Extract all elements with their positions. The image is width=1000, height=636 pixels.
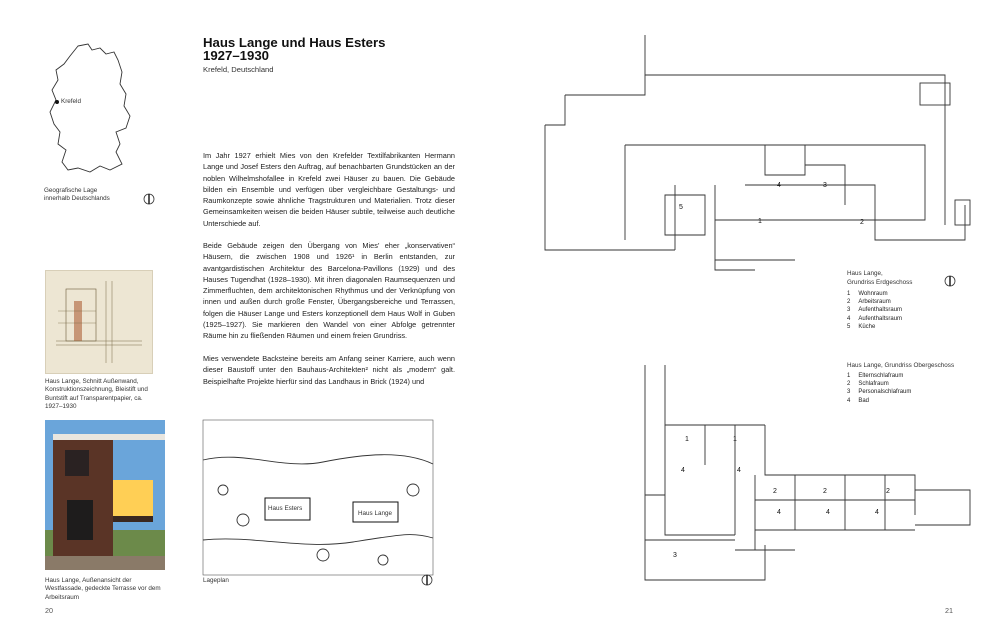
legend-item: 4 Bad	[847, 397, 870, 404]
page-number-left: 20	[45, 606, 53, 615]
map-caption-1: Geografische Lage	[44, 187, 98, 194]
site-label-esters: Haus Esters	[268, 505, 303, 512]
upper-room-2b: 2	[823, 488, 827, 495]
site-label-lange: Haus Lange	[358, 510, 392, 517]
upper-room-3: 3	[673, 552, 677, 559]
body-paragraph-1: Im Jahr 1927 erhielt Mies von den Krefelder Textilfabrikanten Hermann Lange und Josef Esters den Auftrag, auf benachbarten Grundstücken an der noblen Wilhelmshofallee in Krefeld zwei Häuser zu bauen. Die Gebäude bilden ein Ensemble und verfügen über vergleichbare Gestaltungs- und Raumkonzepte sowie ähnliche Tragstrukturen und Materialien. Trotz dieser Gemeinsamkeiten weisen die beiden Häuser subtile, teilweise auch deutliche Unterschiede auf.	[203, 151, 455, 228]
ground-room-5: 5	[679, 204, 683, 211]
page-number-right: 21	[945, 606, 953, 615]
upper-room-4: 4	[681, 467, 685, 474]
ground-caption-1: Haus Lange,	[847, 270, 883, 277]
north-arrow-icon	[944, 275, 956, 287]
map-caption-2: innerhalb Deutschlands	[44, 195, 110, 202]
page-location: Krefeld, Deutschland	[203, 65, 274, 74]
legend-item: 1 Elternschlafraum	[847, 373, 904, 379]
upper-room-1b: 1	[733, 436, 737, 443]
ground-legend	[847, 290, 957, 331]
ground-room-3: 3	[823, 182, 827, 189]
legend-item: 2 Arbeitsraum	[847, 299, 891, 306]
ground-room-4: 4	[777, 182, 781, 189]
page-years: 1927–1930	[203, 48, 270, 63]
legend-item: 1 Wohnraum	[847, 291, 888, 297]
upper-room-4d: 4	[826, 509, 830, 516]
krefeld-dot	[55, 100, 59, 104]
ground-caption-2: Grundriss Erdgeschoss	[847, 279, 913, 286]
upper-room-4b: 4	[737, 467, 741, 474]
upper-caption: Haus Lange, Grundriss Obergeschoss	[847, 362, 955, 369]
ground-room-1: 1	[758, 218, 762, 225]
upper-room-1: 1	[685, 436, 689, 443]
north-arrow-icon	[421, 574, 433, 586]
ground-floor-plan	[545, 35, 975, 270]
site-plan-caption: Lageplan	[203, 577, 229, 584]
legend-item: 2 Schlafraum	[847, 381, 889, 388]
germany-map	[30, 40, 145, 180]
germany-outline	[50, 44, 130, 172]
construction-drawing	[45, 270, 153, 374]
north-arrow-icon	[143, 193, 155, 205]
legend-item: 3 Personalschlafraum	[847, 389, 912, 396]
upper-room-2c: 2	[886, 488, 890, 495]
map-city-label: Krefeld	[61, 98, 81, 105]
drawing-caption: Haus Lange, Schnitt Außenwand, Konstruktionszeichnung, Bleistift und Buntstift auf Transparentpapier, ca. 1927–1930	[45, 378, 148, 411]
body-paragraph-3: Mies verwendete Backsteine bereits am Anfang seiner Karriere, auch wenn dieser Baustoff unter den Bauhaus-Architekten² nicht als „modern“ galt. Beispielhafte Projekte hierfür sind das Landhaus in Brick (1924) und	[203, 354, 455, 386]
upper-room-4c: 4	[777, 509, 781, 516]
legend-item: 4 Aufenthaltsraum	[847, 315, 903, 322]
exterior-photo	[45, 420, 165, 570]
body-paragraph-2: Beide Gebäude zeigen den Übergang von Mies’ eher „konservativen“ Häusern, die zwischen 1908 und 1926¹ in Berlin entstanden, zur avantgardistischen Architektur des Barcelona-Pavillons (1929) und des Hauses Tugendhat (1928–1930). Mit ihren diagonalen Raumsequenzen und Zimmerfluchten, dem architektonischen Rhythmus und der Verknüpfung von innen und außen durch große Fenster, Übergangsbereiche und Terrassen, folgen die Häuser Lange und Esters konzeptionell dem Haus Wolf in Guben (1925–1927). Sie markieren den Wandel von einer Abfolge getrennter Räume hin zu fließenden Räumen und einem freien Grundriss.	[203, 241, 455, 341]
site-plan	[203, 420, 433, 575]
upper-room-2: 2	[773, 488, 777, 495]
page-title: Haus Lange und Haus Esters	[203, 35, 386, 50]
upper-floor-plan	[645, 365, 975, 585]
legend-item: 3 Aufenthaltsraum	[847, 307, 903, 314]
upper-room-4e: 4	[875, 509, 879, 516]
ground-room-2: 2	[860, 219, 864, 226]
photo-caption: Haus Lange, Außenansicht der Westfassade, gedeckte Terrasse vor dem Arbeitsraum	[45, 577, 161, 601]
legend-item: 5 Küche	[847, 323, 876, 330]
